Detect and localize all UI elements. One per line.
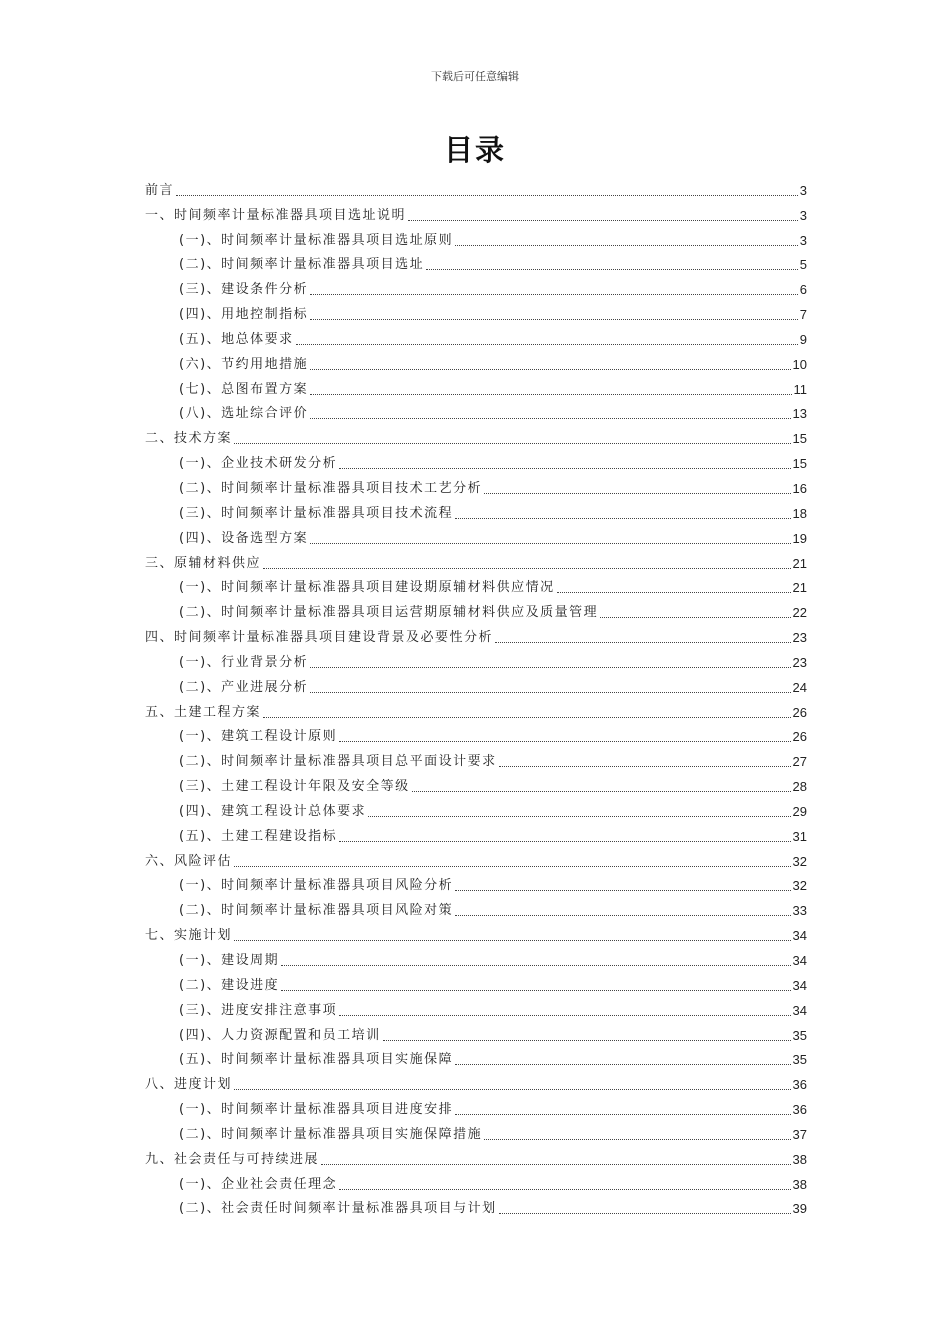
toc-entry[interactable] xyxy=(145,622,807,647)
toc-entry[interactable] xyxy=(145,1144,807,1169)
toc-entry-label: (一)、建筑工程设计原则 xyxy=(179,729,338,745)
toc-entry-label: (二)、时间频率计量标准器具项目实施保障措施 xyxy=(179,1126,483,1142)
toc-entry[interactable] xyxy=(145,970,807,995)
toc-entry-label: (一)、行业背景分析 xyxy=(179,654,309,670)
toc-entry[interactable] xyxy=(145,821,807,846)
toc-entry[interactable] xyxy=(145,200,807,225)
toc-entry-page: 33 xyxy=(792,903,807,919)
dot-leader xyxy=(339,1189,790,1190)
toc-entry-page: 7 xyxy=(799,307,807,323)
toc-entry-label: 五、土建工程方案 xyxy=(145,704,262,720)
toc-entry-label: (一)、时间频率计量标准器具项目建设期原辅材料供应情况 xyxy=(179,580,555,596)
toc-entry[interactable] xyxy=(145,250,807,275)
toc-entry[interactable] xyxy=(145,597,807,622)
toc-entry-label: (五)、时间频率计量标准器具项目实施保障 xyxy=(179,1052,454,1068)
toc-entry-page: 19 xyxy=(792,530,807,546)
toc-entry-page: 18 xyxy=(792,505,807,521)
toc-entry-page: 23 xyxy=(792,654,807,670)
toc-entry-page: 11 xyxy=(793,381,807,397)
toc-entry[interactable] xyxy=(145,647,807,672)
toc-entry-page: 3 xyxy=(799,182,807,198)
toc-entry-page: 34 xyxy=(792,928,807,944)
toc-entry-page: 35 xyxy=(792,1027,807,1043)
toc-entry-page: 34 xyxy=(792,953,807,968)
toc-entry-page: 15 xyxy=(792,456,807,472)
dot-leader xyxy=(281,965,790,966)
dot-leader xyxy=(339,841,790,842)
dot-leader xyxy=(310,418,790,419)
toc-entry[interactable] xyxy=(145,746,807,771)
toc-entry-label: (二)、时间频率计量标准器具项目风险对策 xyxy=(179,903,454,919)
toc-entry-label: (一)、时间频率计量标准器具项目选址原则 xyxy=(179,232,454,248)
toc-entry-label: (四)、人力资源配置和员工培训 xyxy=(179,1027,381,1043)
dot-leader xyxy=(499,766,791,767)
toc-entry[interactable] xyxy=(145,1094,807,1119)
toc-entry-label: (二)、时间频率计量标准器具项目技术工艺分析 xyxy=(179,480,483,496)
toc-entry-page: 37 xyxy=(792,1126,807,1142)
toc-entry[interactable] xyxy=(145,374,807,399)
toc-entry-page: 35 xyxy=(792,1052,807,1068)
toc-entry-label: (二)、产业进展分析 xyxy=(179,679,309,695)
toc-entry[interactable] xyxy=(145,299,807,324)
toc-entry-page: 15 xyxy=(792,431,807,447)
toc-entry-page: 5 xyxy=(799,257,807,273)
dot-leader xyxy=(310,692,790,693)
toc-entry[interactable] xyxy=(145,573,807,598)
toc-entry-page: 38 xyxy=(792,1176,807,1192)
dot-leader xyxy=(263,568,791,569)
toc-entry-label: (一)、时间频率计量标准器具项目进度安排 xyxy=(179,1102,454,1118)
toc-entry-label: (四)、用地控制指标 xyxy=(179,307,309,323)
toc-entry-label: 八、进度计划 xyxy=(145,1077,233,1093)
toc-entry-label: (三)、建设条件分析 xyxy=(179,282,309,298)
dot-leader xyxy=(176,195,798,196)
dot-leader xyxy=(600,617,790,618)
toc-entry-label: (四)、设备选型方案 xyxy=(179,530,309,546)
dot-leader xyxy=(499,1213,791,1214)
toc-entry-label: (二)、时间频率计量标准器具项目运营期原辅材料供应及质量管理 xyxy=(179,605,599,621)
toc-entry-label: (八)、选址综合评价 xyxy=(179,406,309,422)
dot-leader xyxy=(426,269,798,270)
toc-entry-label: (三)、进度安排注意事项 xyxy=(179,1002,338,1018)
toc-entry[interactable] xyxy=(145,349,807,374)
dot-leader xyxy=(455,890,790,891)
toc-entry[interactable] xyxy=(145,995,807,1020)
toc-entry-label: (一)、企业社会责任理念 xyxy=(179,1176,338,1192)
dot-leader xyxy=(310,319,798,320)
toc-entry[interactable] xyxy=(145,423,807,448)
toc-entry[interactable] xyxy=(145,846,807,871)
toc-entry-label: (一)、企业技术研发分析 xyxy=(179,456,338,472)
table-of-contents xyxy=(145,175,807,1218)
toc-entry-page: 23 xyxy=(792,630,807,646)
toc-entry[interactable] xyxy=(145,1169,807,1194)
dot-leader xyxy=(310,667,790,668)
toc-entry[interactable] xyxy=(145,945,807,970)
toc-entry-label: 四、时间频率计量标准器具项目建设背景及必要性分析 xyxy=(145,630,494,646)
toc-entry-page: 36 xyxy=(792,1077,807,1093)
toc-entry-label: (三)、时间频率计量标准器具项目技术流程 xyxy=(179,505,454,521)
toc-entry-label: (三)、土建工程设计年限及安全等级 xyxy=(179,779,410,795)
toc-entry-label: 二、技术方案 xyxy=(145,431,233,447)
dot-leader xyxy=(339,741,790,742)
header-note: 下载后可任意编辑 xyxy=(431,70,519,83)
toc-entry-page: 9 xyxy=(799,331,807,347)
toc-entry-page: 21 xyxy=(792,580,807,596)
toc-entry-page: 27 xyxy=(792,754,807,770)
toc-entry-page: 34 xyxy=(792,1002,807,1018)
toc-entry[interactable] xyxy=(145,697,807,722)
toc-entry-label: 七、实施计划 xyxy=(145,928,233,944)
toc-entry-label: (四)、建筑工程设计总体要求 xyxy=(179,803,367,819)
toc-entry[interactable] xyxy=(145,225,807,250)
toc-entry-label: (二)、时间频率计量标准器具项目选址 xyxy=(179,257,425,273)
toc-entry-page: 34 xyxy=(792,977,807,993)
toc-entry-page: 26 xyxy=(792,729,807,745)
dot-leader xyxy=(557,592,791,593)
toc-entry[interactable] xyxy=(145,895,807,920)
toc-entry[interactable] xyxy=(145,1020,807,1045)
toc-entry[interactable] xyxy=(145,796,807,821)
toc-entry-page: 16 xyxy=(792,480,807,496)
toc-entry-page: 3 xyxy=(799,232,807,248)
toc-entry[interactable] xyxy=(145,448,807,473)
toc-entry-label: (六)、节约用地措施 xyxy=(179,356,309,372)
toc-entry[interactable] xyxy=(145,771,807,796)
toc-entry-page: 26 xyxy=(792,704,807,720)
dot-leader xyxy=(455,1064,790,1065)
dot-leader xyxy=(339,468,790,469)
dot-leader xyxy=(310,543,790,544)
toc-entry-label: 三、原辅材料供应 xyxy=(145,555,262,571)
dot-leader xyxy=(234,443,791,444)
dot-leader xyxy=(281,990,790,991)
toc-entry-page: 10 xyxy=(792,356,807,372)
toc-entry-label: (二)、社会责任时间频率计量标准器具项目与计划 xyxy=(179,1201,497,1217)
toc-entry-page: 13 xyxy=(792,406,807,422)
toc-entry[interactable] xyxy=(145,523,807,548)
toc-entry-page: 32 xyxy=(792,878,807,894)
toc-title: 目录 xyxy=(443,133,506,167)
toc-entry-label: (二)、时间频率计量标准器具项目总平面设计要求 xyxy=(179,754,497,770)
toc-entry-page: 32 xyxy=(792,853,807,869)
toc-entry-label: (一)、时间频率计量标准器具项目风险分析 xyxy=(179,878,454,894)
dot-leader xyxy=(234,940,791,941)
dot-leader xyxy=(339,1015,790,1016)
dot-leader xyxy=(263,717,791,718)
toc-entry-page: 3 xyxy=(799,207,807,223)
dot-leader xyxy=(412,791,791,792)
dot-leader xyxy=(234,1089,791,1090)
dot-leader xyxy=(321,1164,791,1165)
toc-entry[interactable] xyxy=(145,1045,807,1070)
toc-entry-label: 一、时间频率计量标准器具项目选址说明 xyxy=(145,207,407,223)
dot-leader xyxy=(383,1040,791,1041)
toc-entry-label: (五)、土建工程建设指标 xyxy=(179,828,338,844)
toc-entry-page: 31 xyxy=(792,828,807,844)
dot-leader xyxy=(455,245,798,246)
toc-entry-page: 38 xyxy=(792,1151,807,1167)
toc-entry-label: 六、风险评估 xyxy=(145,853,233,869)
toc-entry-page: 22 xyxy=(792,605,807,621)
toc-entry[interactable] xyxy=(145,1194,807,1219)
toc-entry[interactable] xyxy=(145,722,807,747)
dot-leader xyxy=(310,369,790,370)
toc-entry-label: 前言 xyxy=(145,182,175,198)
dot-leader xyxy=(484,493,790,494)
toc-entry-page: 6 xyxy=(799,282,807,298)
toc-entry-label: (七)、总图布置方案 xyxy=(179,381,309,397)
toc-entry[interactable] xyxy=(145,274,807,299)
dot-leader xyxy=(484,1139,790,1140)
dot-leader xyxy=(310,294,798,295)
dot-leader xyxy=(234,866,791,867)
dot-leader xyxy=(455,1114,790,1115)
toc-entry[interactable] xyxy=(145,324,807,349)
toc-entry[interactable] xyxy=(145,871,807,896)
toc-entry-page: 39 xyxy=(792,1201,807,1217)
toc-entry-page: 36 xyxy=(792,1102,807,1118)
toc-entry-page: 28 xyxy=(792,779,807,795)
toc-entry[interactable] xyxy=(145,1069,807,1094)
toc-entry-page: 21 xyxy=(792,555,807,571)
toc-entry[interactable] xyxy=(145,672,807,697)
toc-entry[interactable] xyxy=(145,548,807,573)
toc-entry[interactable] xyxy=(145,498,807,523)
toc-entry[interactable] xyxy=(145,1119,807,1144)
toc-entry-label: 九、社会责任与可持续进展 xyxy=(145,1151,320,1167)
toc-entry[interactable] xyxy=(145,920,807,945)
dot-leader xyxy=(368,816,790,817)
dot-leader xyxy=(310,394,791,395)
dot-leader xyxy=(408,220,798,221)
dot-leader xyxy=(296,344,798,345)
toc-entry[interactable] xyxy=(145,399,807,424)
toc-entry-page: 29 xyxy=(792,803,807,819)
dot-leader xyxy=(455,518,790,519)
toc-entry-label: (一)、建设周期 xyxy=(179,953,280,968)
toc-entry[interactable] xyxy=(145,473,807,498)
toc-entry-label: (二)、建设进度 xyxy=(179,977,280,993)
dot-leader xyxy=(495,642,791,643)
dot-leader xyxy=(455,915,790,916)
toc-entry[interactable] xyxy=(145,175,807,200)
toc-entry-label: (五)、地总体要求 xyxy=(179,331,294,347)
toc-entry-page: 24 xyxy=(792,679,807,695)
